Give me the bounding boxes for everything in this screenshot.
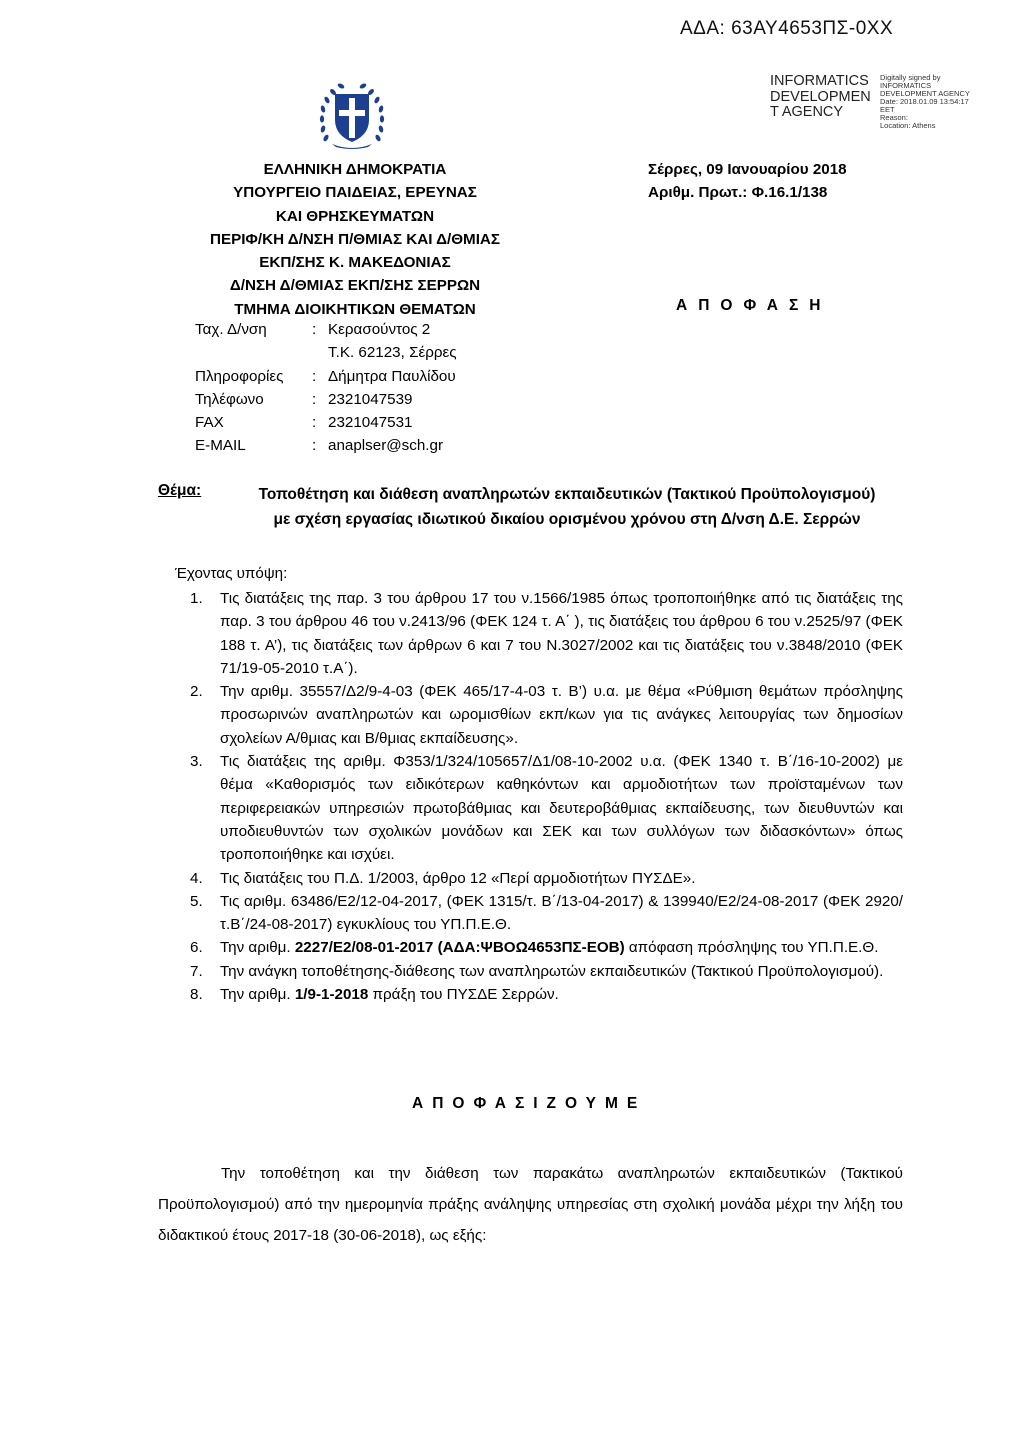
- issuer-line: ΤΜΗΜΑ ΔΙΟΙΚΗΤΙΚΩΝ ΘΕΜΑΤΩΝ: [234, 300, 476, 318]
- item-text: Τις διατάξεις της παρ. 3 του άρθρου 17 του ν.1566/1985 όπως τροποποιήθηκε από τις διατάξεις της παρ. 3 του άρθρου 46 του ν.2413/96 (ΦΕΚ 124 τ. Α΄ ), τις διατάξεις του άρθρου 6 του ν.2525/97 (ΦΕΚ 188 τ. Α’), τις διατάξεις των άρθρων 6 και 7 του Ν.3027/2002 και τις διατάξεις του ν.3848/2010 (ΦΕΚ 71/19-05-2010 τ.Α΄).: [220, 590, 903, 677]
- considering-heading: Έχοντας υπόψη:: [175, 565, 288, 582]
- subject-line: με σχέση εργασίας ιδιωτικού δικαίου ορισμένου χρόνου στη Δ/νση Δ.Ε. Σερρών: [273, 511, 861, 528]
- contact-label: E-MAIL: [195, 437, 246, 455]
- subject-text: [222, 482, 912, 532]
- signature-meta-line: INFORMATICS: [880, 81, 932, 90]
- item-number: 8.: [190, 986, 203, 1004]
- item-number: 1.: [190, 590, 203, 607]
- contact-value: Δήμητρα Παυλίδου: [328, 367, 456, 385]
- contact-label: Τηλέφωνο: [195, 390, 264, 408]
- list-item: [190, 867, 903, 890]
- signature-meta-line: Location: Athens: [880, 121, 936, 130]
- protocol-number: Αριθμ. Πρωτ.: Φ.16.1/138: [648, 184, 828, 202]
- item-text: Τις διατάξεις του Π.Δ. 1/2003, άρθρο 12 «Περί αρμοδιοτήτων ΠΥΣΔΕ».: [220, 869, 696, 887]
- issuer-line: ΚΑΙ ΘΡΗΣΚΕΥΜΑΤΩΝ: [275, 207, 435, 225]
- decision-title: ΑΠΟΦΑΣΗ: [676, 297, 832, 314]
- contact-label: Πληροφορίες: [195, 367, 284, 385]
- item-number: 2.: [190, 683, 203, 701]
- item-text: Την αριθμ. 35557/Δ2/9-4-03 (ΦΕΚ 465/17-4-03 τ. Β’) υ.α. με θέμα «Ρύθμιση θεμάτων πρόσληψης προσωρινών αναπληρωτών και ωρομισθίων εκπ/κων για τις ανάγκες λειτουργίας των δημοσίων σχολείων Α/θμιας και Β/θμιας εκπαίδευσης».: [220, 683, 903, 747]
- contact-colon: :: [312, 367, 317, 385]
- contact-value: Τ.Κ. 62123, Σέρρες: [328, 344, 457, 362]
- contact-value: Κερασούντος 2: [328, 321, 431, 338]
- we-decide-heading: ΑΠΟΦΑΣΙΖΟΥΜΕ: [412, 1095, 647, 1112]
- issuer-line: ΕΚΠ/ΣΗΣ Κ. ΜΑΚΕΔΟΝΙΑΣ: [259, 254, 451, 272]
- issuer-header: [170, 158, 540, 321]
- considerations-list: [190, 587, 903, 1006]
- signature-meta-line: Reason:: [880, 113, 908, 122]
- final-paragraph: Την τοποθέτηση και την διάθεση των παρακάτω αναπληρωτών εκπαιδευτικών (Τακτικού Προϋπολογισμού) από την ημερομηνία πράξης ανάληψης υπηρεσίας στη σχολική μονάδα μέχρι την λήξη του διδακτικού έτους 2017-18 (30-06-2018), ως εξής:: [158, 1165, 903, 1244]
- contact-value: 2321047531: [328, 414, 413, 432]
- greek-coat-of-arms-icon: [318, 80, 386, 152]
- item-text-tail: απόφαση πρόσληψης του ΥΠ.Π.Ε.Θ.: [624, 939, 879, 957]
- item-text: Τις αριθμ. 63486/Ε2/12-04-2017, (ΦΕΚ 1315/τ. Β΄/13-04-2017) & 139940/Ε2/24-08-2017 (ΦΕΚ 2920/τ.Β΄/24-08-2017) εγκυκλίους του ΥΠ.Π.Ε.Θ.: [220, 892, 903, 934]
- item-text: Την ανάγκη τοποθέτησης-διάθεσης των αναπληρωτών εκπαιδευτικών (Τακτικού Προϋπολογισμού).: [220, 962, 884, 980]
- signature-meta-line: Date: 2018.01.09 13:54:17: [880, 97, 969, 106]
- contact-colon: :: [312, 414, 317, 432]
- date-protocol-block: [648, 158, 847, 205]
- issuer-line: ΥΠΟΥΡΓΕΙΟ ΠΑΙΔΕΙΑΣ, ΕΡΕΥΝΑΣ: [233, 184, 477, 202]
- contact-colon: :: [312, 390, 317, 408]
- item-number: 3.: [190, 753, 203, 771]
- item-number: 6.: [190, 939, 203, 957]
- ada-code: ΑΔΑ: 63ΑΥ4653ΠΣ-0ΧΧ: [680, 18, 894, 39]
- item-text: Την αριθμ.: [220, 986, 295, 1004]
- email-link[interactable]: anaplser@sch.gr: [328, 437, 444, 455]
- list-item: [190, 587, 903, 680]
- issuer-line: ΕΛΛΗΝΙΚΗ ΔΗΜΟΚΡΑΤΙΑ: [263, 161, 447, 178]
- item-text: Τις διατάξεις της αριθμ. Φ353/1/324/105657/Δ1/08-10-2002 υ.α. (ΦΕΚ 1340 τ. Β΄/16-10-2002) με θέμα «Καθορισμός των ειδικότερων καθηκόντων και αρμοδιοτήτων των προϊσταμένων των περιφερειακών υπηρεσιών πρωτοβάθμιας και δευτεροβάθμιας εκπαίδευσης, των διευθυντών και υποδιευθυντών των σχολικών μονάδων και ΣΕΚ και των συλλόγων των διδασκόντων» όπως τροποποιήθηκε και ισχύει.: [220, 753, 903, 864]
- item-text-tail: πράξη του ΠΥΣΔΕ Σερρών.: [368, 986, 559, 1004]
- issuer-line: ΠΕΡΙΦ/ΚΗ Δ/ΝΣΗ Π/ΘΜΙΑΣ ΚΑΙ Δ/ΘΜΙΑΣ: [209, 230, 500, 248]
- signature-meta-line: EET: [880, 105, 895, 114]
- list-item: [190, 960, 903, 983]
- document-date: Σέρρες, 09 Ιανουαρίου 2018: [648, 161, 847, 178]
- item-number: 4.: [190, 869, 203, 887]
- item-bold-text: 1/9-1-2018: [294, 986, 369, 1004]
- item-number: 7.: [190, 962, 203, 980]
- item-text: Την αριθμ.: [220, 939, 295, 957]
- digital-signature-org: [770, 74, 871, 121]
- signature-meta-line: Digitally signed by: [880, 73, 941, 82]
- contact-colon: :: [312, 437, 317, 455]
- signature-meta-line: DEVELOPMENT AGENCY: [880, 89, 970, 98]
- issuer-line: Δ/ΝΣΗ Δ/ΘΜΙΑΣ ΕΚΠ/ΣΗΣ ΣΕΡΡΩΝ: [229, 277, 481, 295]
- item-bold-text: 2227/Ε2/08-01-2017 (ΑΔΑ:ΨΒΟΩ4653ΠΣ-ΕΟΒ): [294, 939, 625, 957]
- contact-label: Ταχ. Δ/νση: [195, 321, 267, 338]
- list-item: [190, 890, 903, 937]
- contact-label: FAX: [195, 414, 224, 432]
- signature-org-line: INFORMATICS: [770, 73, 869, 89]
- list-item: [190, 936, 903, 959]
- list-item: [190, 983, 903, 1006]
- contact-colon: :: [312, 321, 317, 338]
- subject-label: Θέμα:: [158, 482, 202, 499]
- signature-org-line: DEVELOPMEN: [770, 88, 871, 105]
- item-number: 5.: [190, 892, 203, 910]
- list-item: [190, 750, 903, 866]
- subject-line: Τοποθέτηση και διάθεση αναπληρωτών εκπαιδευτικών (Τακτικού Προϋπολογισμού): [258, 486, 876, 503]
- digital-signature-meta: [880, 74, 970, 130]
- contact-value: 2321047539: [328, 390, 413, 408]
- signature-org-line: T AGENCY: [770, 104, 844, 120]
- list-item: [190, 680, 903, 750]
